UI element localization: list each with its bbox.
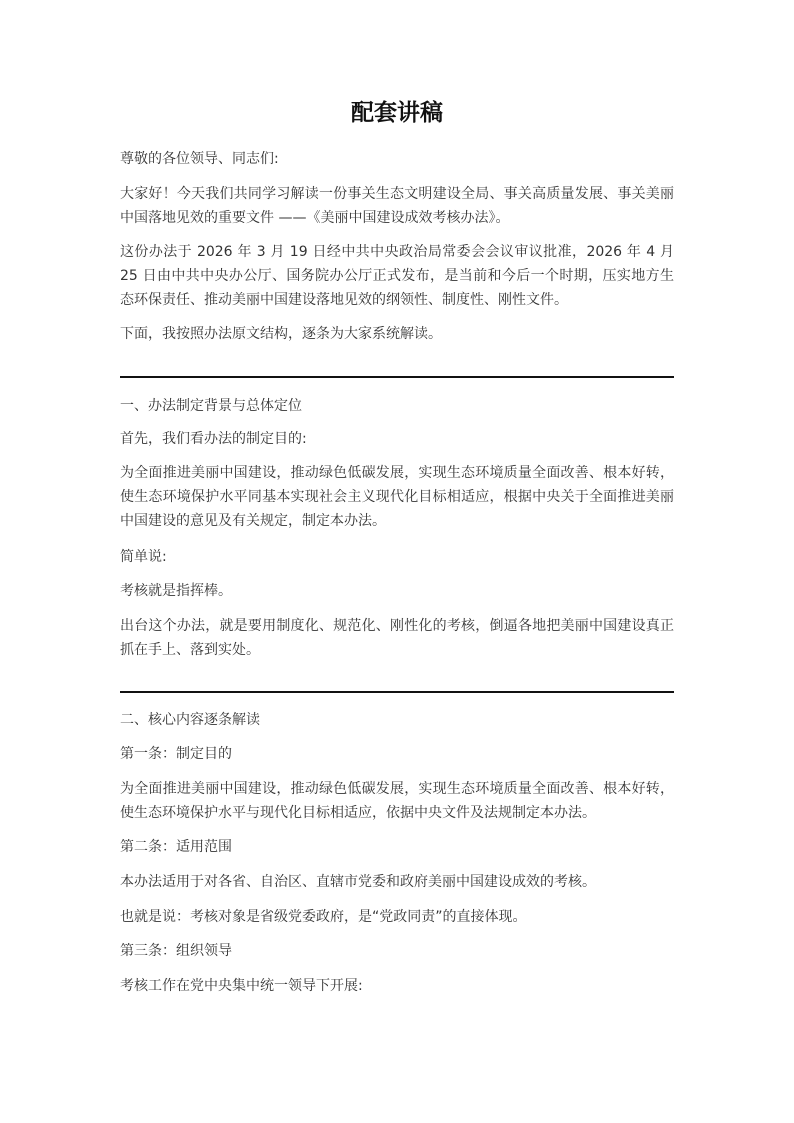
section1-paragraph-1: 首先，我们看办法的制定目的: xyxy=(120,431,307,447)
article2-note: 也就是说：考核对象是省级党委政府，是“党政同责”的直接体现。 xyxy=(120,909,527,925)
section1-paragraph-2: 为全面推进美丽中国建设，推动绿色低碳发展，实现生态环境质量全面改善、根本好转，使生态环境保护水平同基本实现社会主义现代化目标相适应，根据中央关于全面推进美丽中国建设的意见及有关规定，制定本办法。 xyxy=(120,465,674,529)
section-divider xyxy=(120,376,674,378)
salutation: 尊敬的各位领导、同志们: xyxy=(120,151,279,167)
intro-paragraph-1: 大家好！今天我们共同学习解读一份事关生态文明建设全局、事关高质量发展、事关美丽中国落地见效的重要文件 ——《美丽中国建设成效考核办法》。 xyxy=(120,186,674,226)
document-title: 配套讲稿 xyxy=(351,100,443,126)
article2-body: 本办法适用于对各省、自治区、直辖市党委和政府美丽中国建设成效的考核。 xyxy=(120,874,596,890)
section1-heading: 一、办法制定背景与总体定位 xyxy=(120,398,302,414)
section1-paragraph-3: 简单说: xyxy=(120,549,167,565)
article3-title: 第三条：组织领导 xyxy=(120,943,232,959)
article2-title: 第二条：适用范围 xyxy=(120,839,232,855)
section2-heading: 二、核心内容逐条解读 xyxy=(120,712,260,728)
intro-paragraph-3: 下面，我按照办法原文结构，逐条为大家系统解读。 xyxy=(120,326,442,342)
section-divider xyxy=(120,691,674,693)
article1-body: 为全面推进美丽中国建设，推动绿色低碳发展，实现生态环境质量全面改善、根本好转，使生态环境保护水平与现代化目标相适应，依据中央文件及法规制定本办法。 xyxy=(120,781,674,821)
article1-title: 第一条：制定目的 xyxy=(120,746,232,762)
section1-paragraph-4: 考核就是指挥棒。 xyxy=(120,583,232,599)
intro-paragraph-2: 这份办法于 2026 年 3 月 19 日经中共中央政治局常委会会议审议批准，2026 年 4 月 25 日由中共中央办公厅、国务院办公厅正式发布，是当前和今后一个时期，压实地方生态环保责任、推动美丽中国建设落地见效的纲领性、制度性、刚性文件。 xyxy=(120,244,674,308)
section1-paragraph-5: 出台这个办法，就是要用制度化、规范化、刚性化的考核，倒逼各地把美丽中国建设真正抓在手上、落到实处。 xyxy=(120,618,674,658)
article3-body: 考核工作在党中央集中统一领导下开展: xyxy=(120,978,363,994)
